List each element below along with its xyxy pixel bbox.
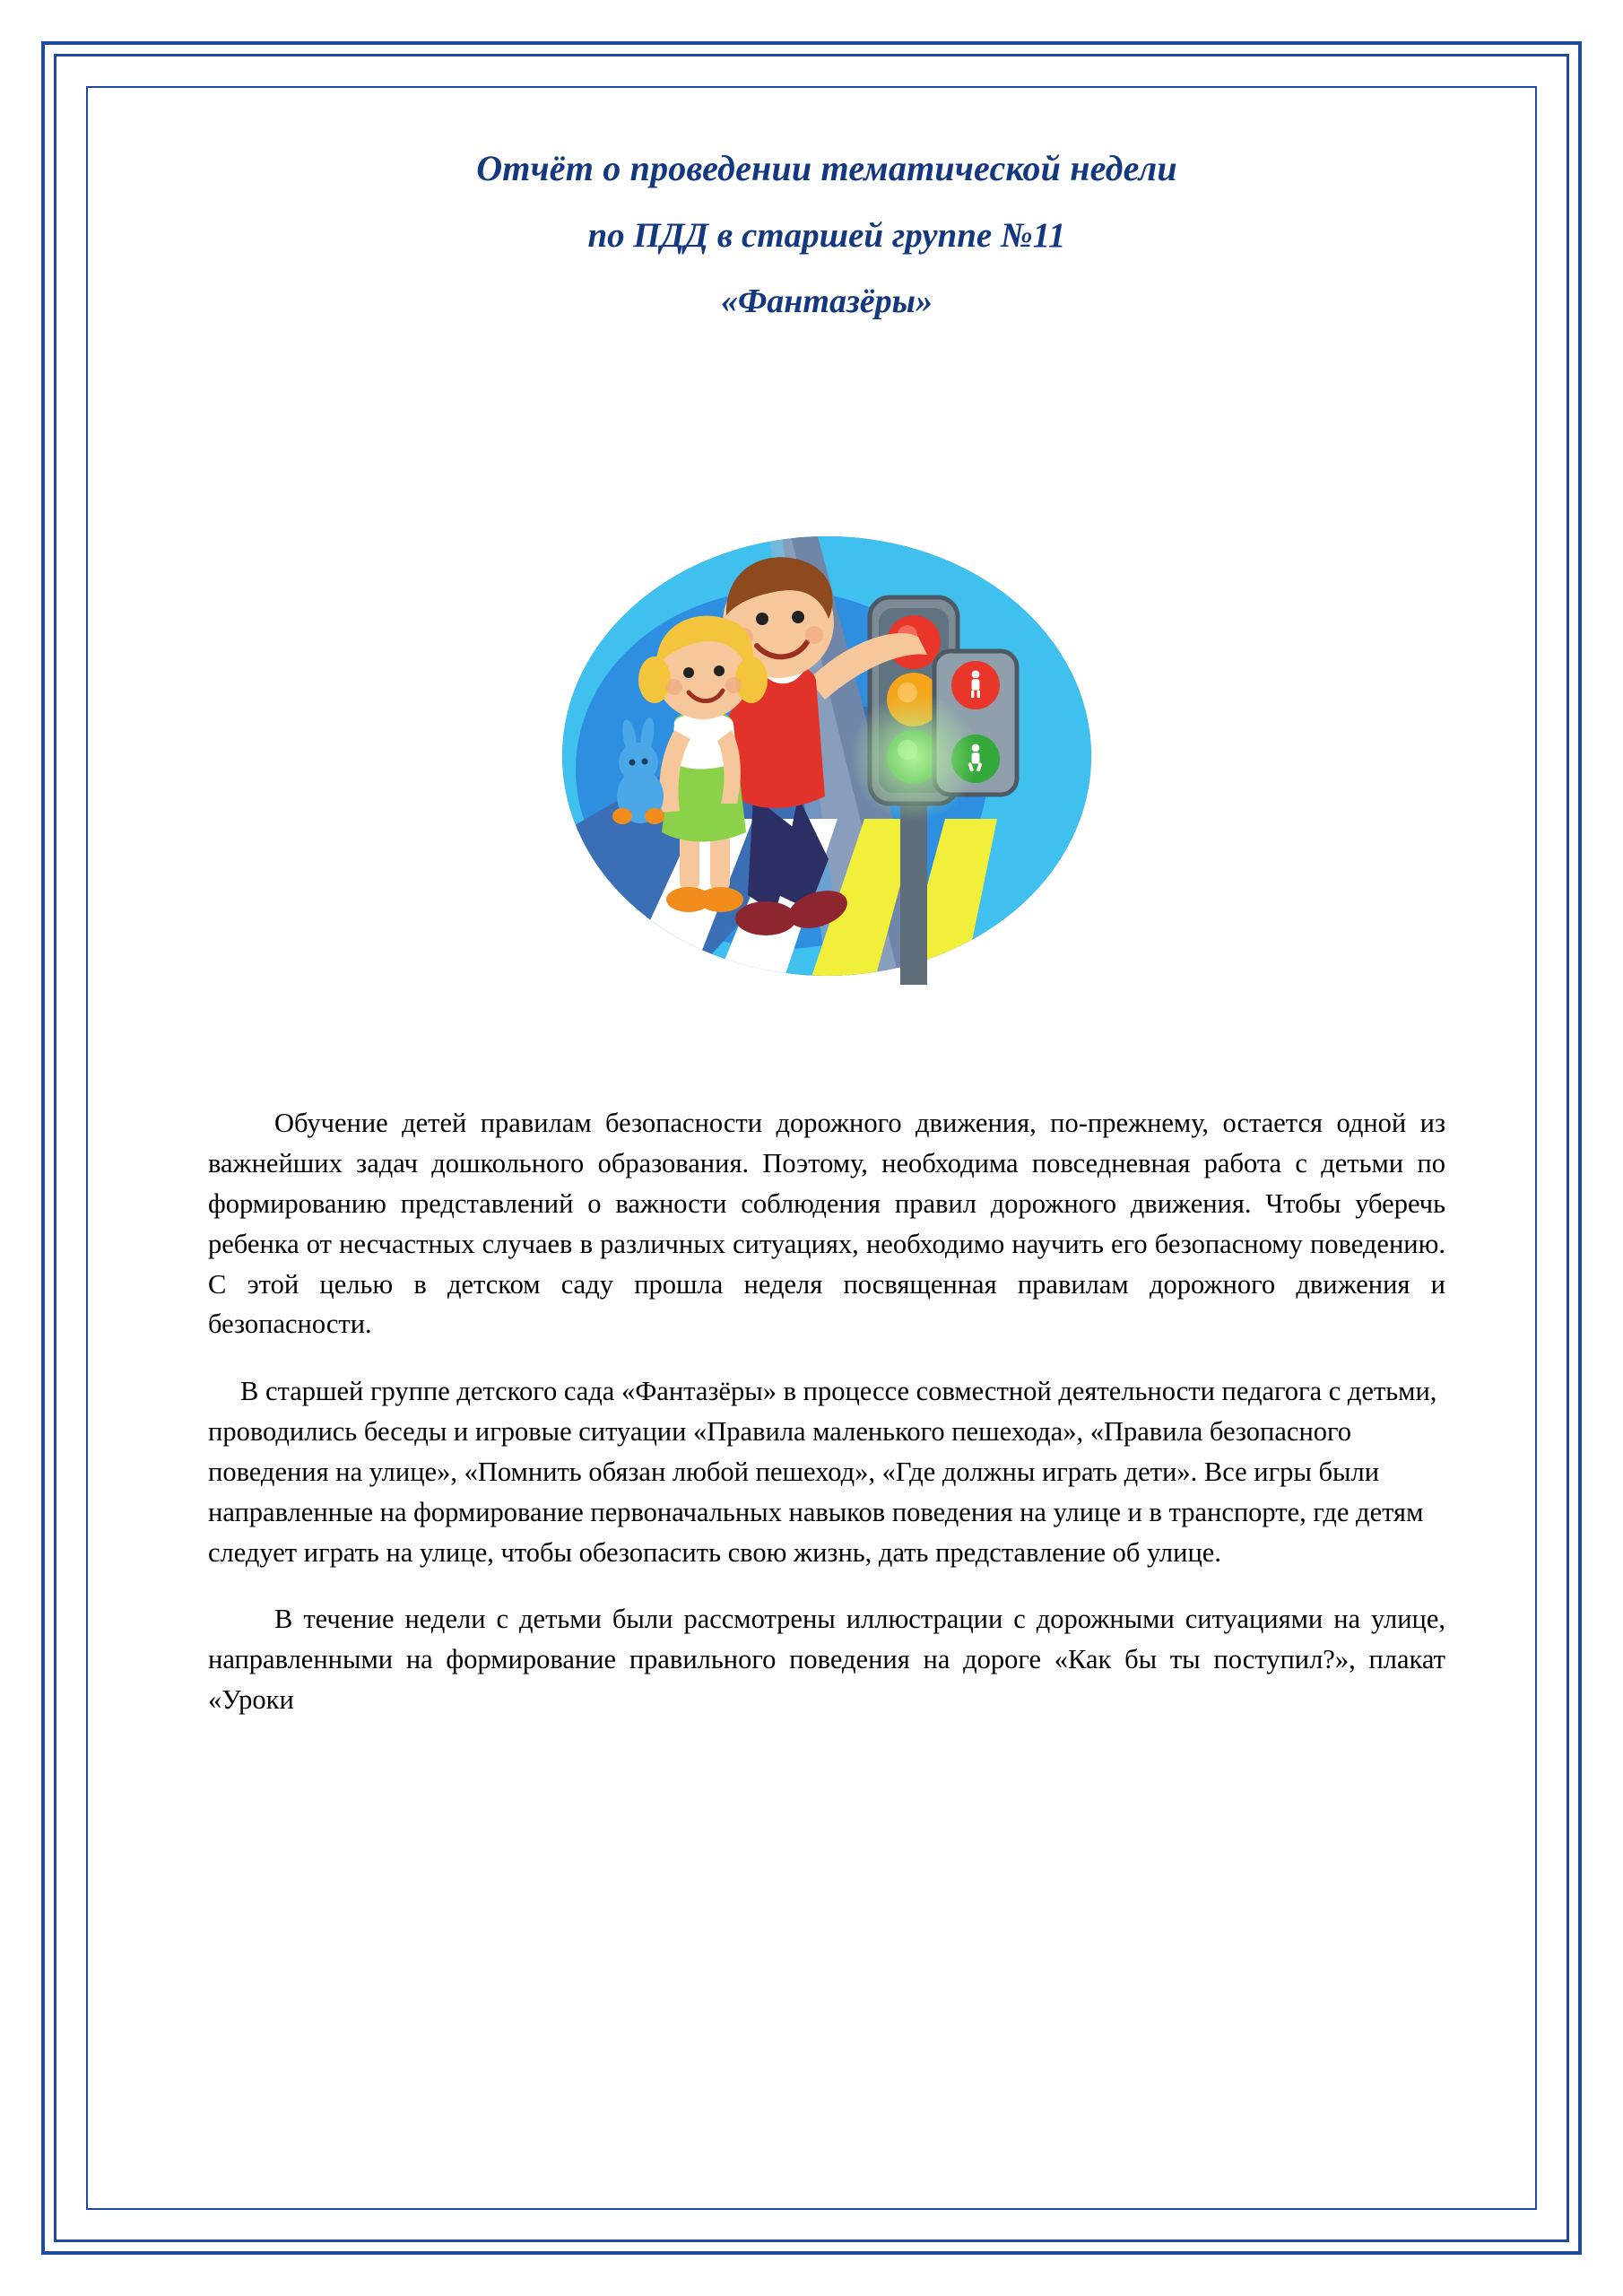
title-line-3: «Фантазёры»	[720, 283, 933, 321]
page-title	[208, 135, 1445, 334]
paragraph-1: Обучение детей правилам безопасности дорожного движения, по-прежнему, остается одной из важнейших задач дошкольного образования. Поэтому, необходима повседневная работа с детьми по формированию представлений о важности соблюдения правил дорожного движения. Чтобы уберечь ребенка от несчастных случаев в различных ситуациях, необходимо научить его безопасному поведению. С этой целью в детском саду прошла неделя посвященная правилам дорожного движения и безопасности.	[208, 1108, 1445, 1340]
title-line-1: Отчёт о проведении тематической недели	[476, 148, 1177, 188]
paragraph-3: В течение недели с детьми были рассмотрены иллюстрации с дорожными ситуациями на улице, направленными на формирование правильного поведения на дороге «Как бы ты поступил?», плакат «Уроки	[208, 1604, 1445, 1716]
green-light-glow	[849, 692, 978, 822]
illustration-svg	[513, 411, 1141, 1039]
paragraph-2: В старшей группе детского сада «Фантазёры» в процессе совместной деятельности педагога с детьми, проводились беседы и игровые ситуации «Правила маленького пешехода», «Правила безопасного поведения на улице», «Помнить обязан любой пешеход», «Где должны играть дети». Все игры были направленные на формирование первоначальных навыков поведения на улице и в транспорте, где детям следует играть на улице, чтобы обезопасить свою жизнь, дать представление об улице.	[208, 1376, 1437, 1568]
document-content	[208, 135, 1445, 1747]
road-safety-illustration	[513, 411, 1141, 1039]
illustration-container	[208, 411, 1445, 1039]
body-text	[208, 1103, 1445, 1720]
title-line-2: по ПДД в старшей группе №11	[587, 216, 1066, 255]
